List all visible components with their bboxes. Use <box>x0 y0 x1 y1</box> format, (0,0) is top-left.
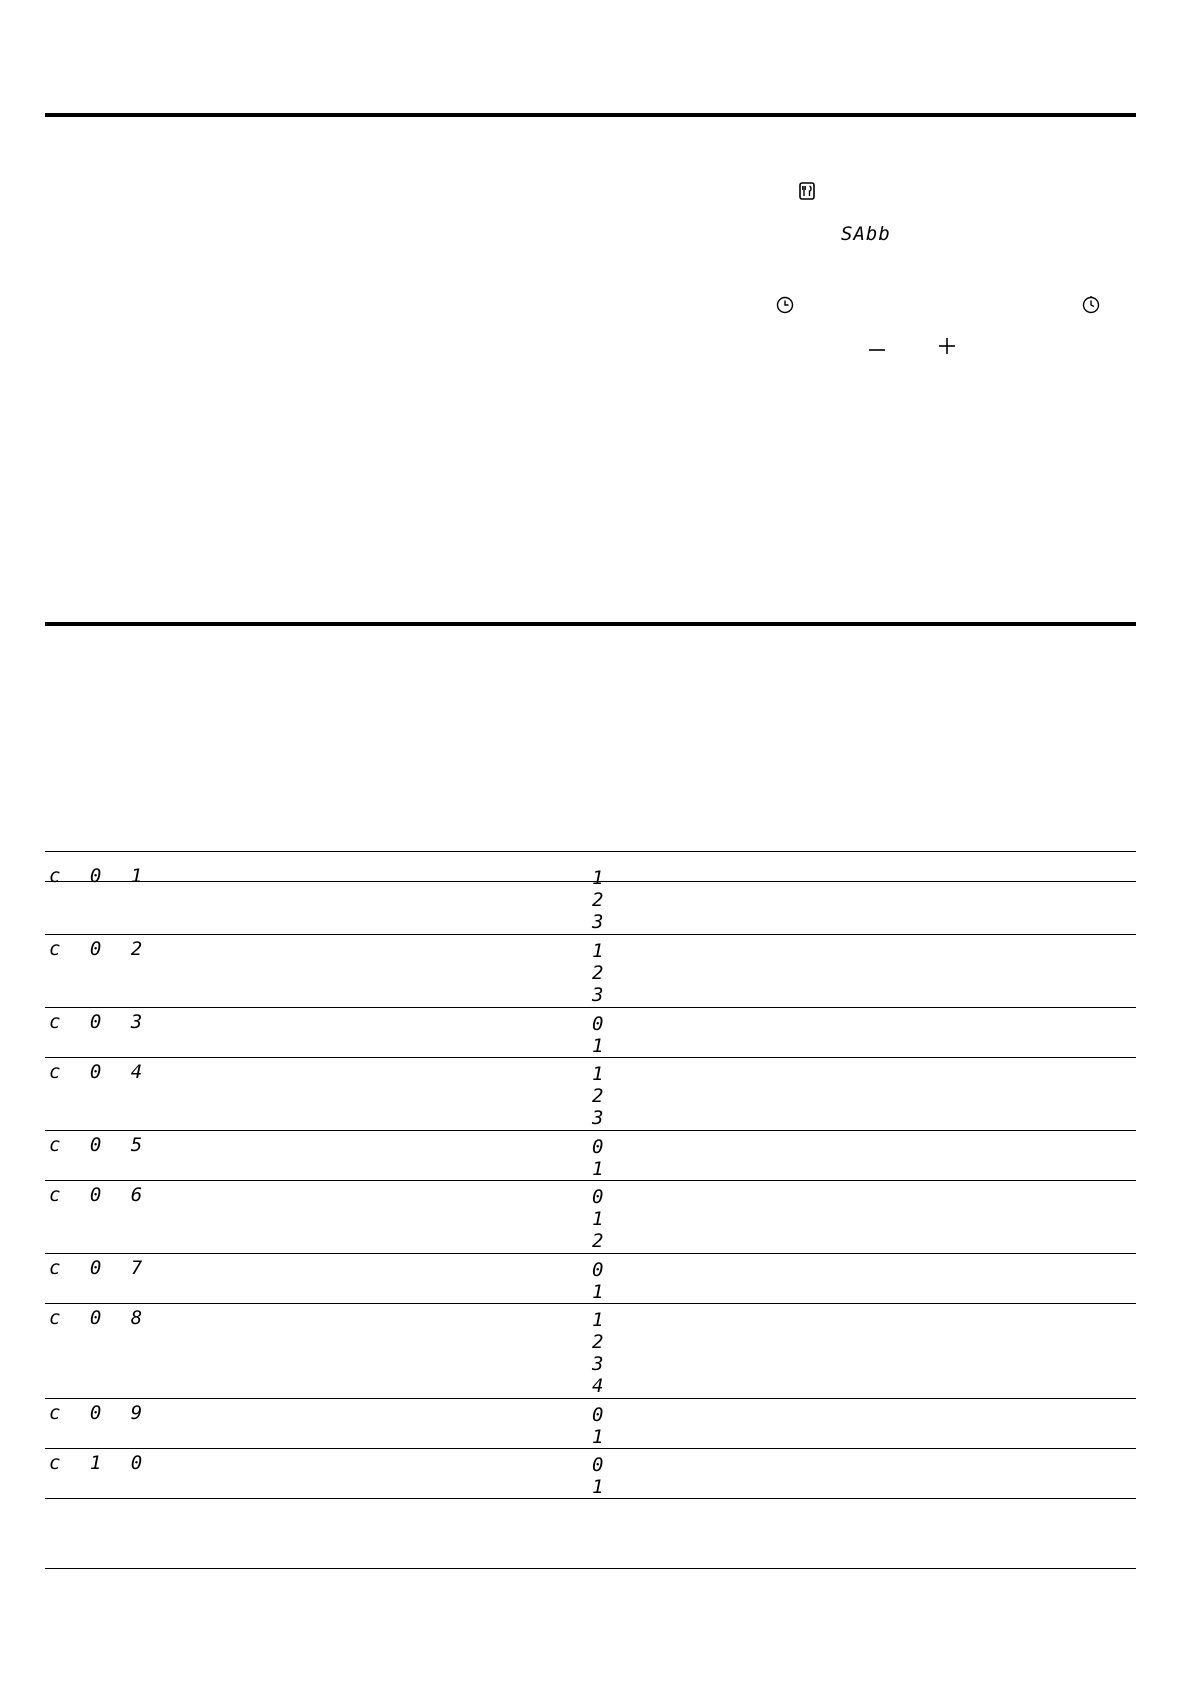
setting-values <box>592 1013 603 1057</box>
setting-value: 1 <box>592 1476 604 1498</box>
setting-values <box>592 1259 603 1303</box>
timer-icon <box>1082 295 1100 314</box>
section-rule-middle <box>45 622 1136 626</box>
table-row <box>45 1058 1136 1131</box>
setting-value: 0 <box>592 1186 604 1208</box>
setting-value: 0 <box>592 1259 604 1281</box>
setting-value: 0 <box>592 1404 604 1426</box>
table-row <box>45 1254 1136 1304</box>
setting-values <box>592 1404 603 1448</box>
setting-values <box>592 940 603 1006</box>
settings-table <box>45 862 1136 1499</box>
setting-value: 4 <box>592 1375 604 1397</box>
setting-code: c 1 0 <box>49 1452 152 1474</box>
setting-value: 0 <box>592 1136 604 1158</box>
setting-value: 2 <box>592 889 604 911</box>
oven-display-text: SAbb <box>841 223 891 245</box>
setting-value: 2 <box>592 1085 604 1107</box>
plus-icon <box>937 336 957 356</box>
table-row <box>45 1181 1136 1254</box>
setting-code: c 0 9 <box>49 1402 152 1424</box>
table-row <box>45 862 1136 935</box>
setting-code: c 0 1 <box>49 865 152 887</box>
setting-value: 1 <box>592 867 604 889</box>
setting-value: 2 <box>592 962 604 984</box>
setting-value: 1 <box>592 1281 604 1303</box>
setting-value: 1 <box>592 1158 604 1180</box>
setting-values <box>592 1136 603 1180</box>
table-row <box>45 1131 1136 1181</box>
section-rule-top <box>45 113 1136 117</box>
setting-values <box>592 1309 603 1397</box>
setting-code: c 0 6 <box>49 1184 152 1206</box>
setting-value: 2 <box>592 1331 604 1353</box>
setting-value: 0 <box>592 1013 604 1035</box>
setting-value: 2 <box>592 1230 604 1252</box>
setting-values <box>592 867 603 933</box>
setting-value: 1 <box>592 1309 604 1331</box>
minus-icon <box>867 340 887 360</box>
setting-value: 3 <box>592 911 604 933</box>
setting-code: c 0 2 <box>49 938 152 960</box>
table-row <box>45 1008 1136 1058</box>
utensils-icon <box>799 182 815 200</box>
setting-value: 3 <box>592 984 604 1006</box>
setting-value: 1 <box>592 1426 604 1448</box>
table-row <box>45 1449 1136 1499</box>
setting-value: 1 <box>592 1208 604 1230</box>
setting-code: c 0 8 <box>49 1307 152 1329</box>
setting-values <box>592 1186 603 1252</box>
setting-value: 1 <box>592 1035 604 1057</box>
setting-value: 1 <box>592 1063 604 1085</box>
setting-value: 3 <box>592 1107 604 1129</box>
table-row <box>45 1399 1136 1449</box>
setting-code: c 0 7 <box>49 1257 152 1279</box>
setting-value: 3 <box>592 1353 604 1375</box>
setting-values <box>592 1454 603 1498</box>
table-row <box>45 935 1136 1008</box>
setting-value: 0 <box>592 1454 604 1476</box>
clock-icon <box>776 296 794 314</box>
setting-values <box>592 1063 603 1129</box>
setting-value: 1 <box>592 940 604 962</box>
setting-code: c 0 5 <box>49 1134 152 1156</box>
table-row <box>45 1304 1136 1399</box>
setting-code: c 0 3 <box>49 1011 152 1033</box>
table-top-rule <box>45 851 1136 852</box>
setting-code: c 0 4 <box>49 1061 152 1083</box>
table-bottom-rule <box>45 1568 1136 1569</box>
